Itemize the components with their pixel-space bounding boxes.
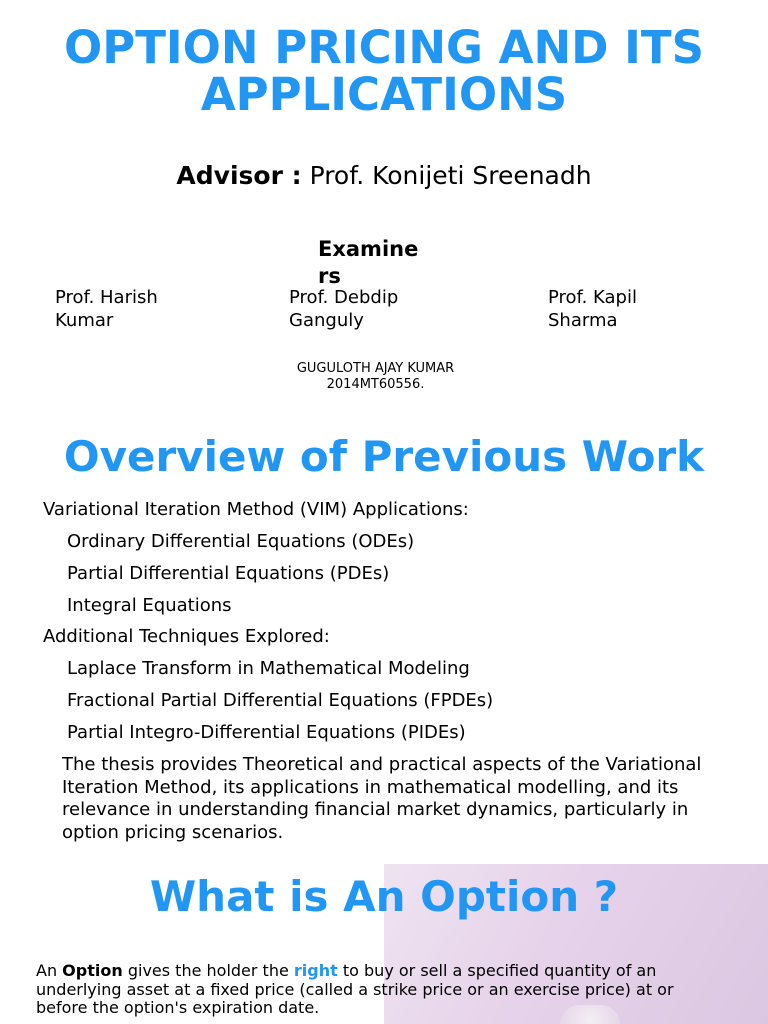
advisor-label: Advisor : [176, 161, 302, 190]
overview-heading: Overview of Previous Work [63, 432, 705, 481]
title-line-2: APPLICATIONS [200, 68, 568, 121]
option-right-term: right [293, 961, 338, 980]
advisor-line [0, 161, 768, 190]
overview-item-7: Fractional Partial Differential Equations (FPDEs) [67, 690, 494, 711]
examiner-2 [289, 286, 439, 332]
overview-paragraph: The thesis provides Theoretical and practical aspects of the Variational Iteration Method, its applications in mathematical modelling, and its relevance in understanding financial market dynamics, particularly in option pricing scenarios. [62, 754, 702, 843]
option-text-5: to buy or sell a specified quantity of an underlying asset at a fixed price (called a strike price or an exercise price) at or before the option's expiration date. [36, 961, 674, 1017]
examiner-1-line-2: Kumar [55, 310, 114, 331]
examiner-3-line-2: Sharma [548, 310, 618, 331]
option-text-3: gives the holder the [122, 961, 294, 980]
option-text-1: An [36, 961, 63, 980]
examiner-1 [55, 286, 205, 332]
page-title [0, 21, 768, 121]
overview-item-1: Variational Iteration Method (VIM) Applications: [43, 499, 469, 520]
examiner-3-line-1: Prof. Kapil [548, 287, 637, 308]
examiners-heading: Examiners [318, 237, 419, 288]
option-definition [36, 962, 726, 1018]
overview-item-8: Partial Integro-Differential Equations (PIDEs) [67, 722, 466, 743]
examiner-2-line-2: Ganguly [289, 310, 364, 331]
student-id: 2014MT60556. [326, 377, 425, 392]
student-name: GUGULOTH AJAY KUMAR [296, 361, 455, 376]
overview-item-2: Ordinary Differential Equations (ODEs) [67, 531, 415, 552]
examiner-2-line-1: Prof. Debdip [289, 287, 399, 308]
examiner-3 [548, 286, 698, 332]
student-info [0, 361, 751, 393]
examiner-1-line-1: Prof. Harish [55, 287, 158, 308]
overview-item-6: Laplace Transform in Mathematical Modeling [67, 658, 470, 679]
overview-item-4: Integral Equations [67, 595, 232, 616]
title-line-1: OPTION PRICING AND ITS [63, 21, 705, 74]
option-term: Option [62, 961, 123, 980]
overview-item-5: Additional Techniques Explored: [43, 626, 330, 647]
advisor-name: Prof. Konijeti Sreenadh [309, 161, 592, 190]
overview-item-3: Partial Differential Equations (PDEs) [67, 563, 390, 584]
option-heading: What is An Option ? [149, 872, 619, 921]
